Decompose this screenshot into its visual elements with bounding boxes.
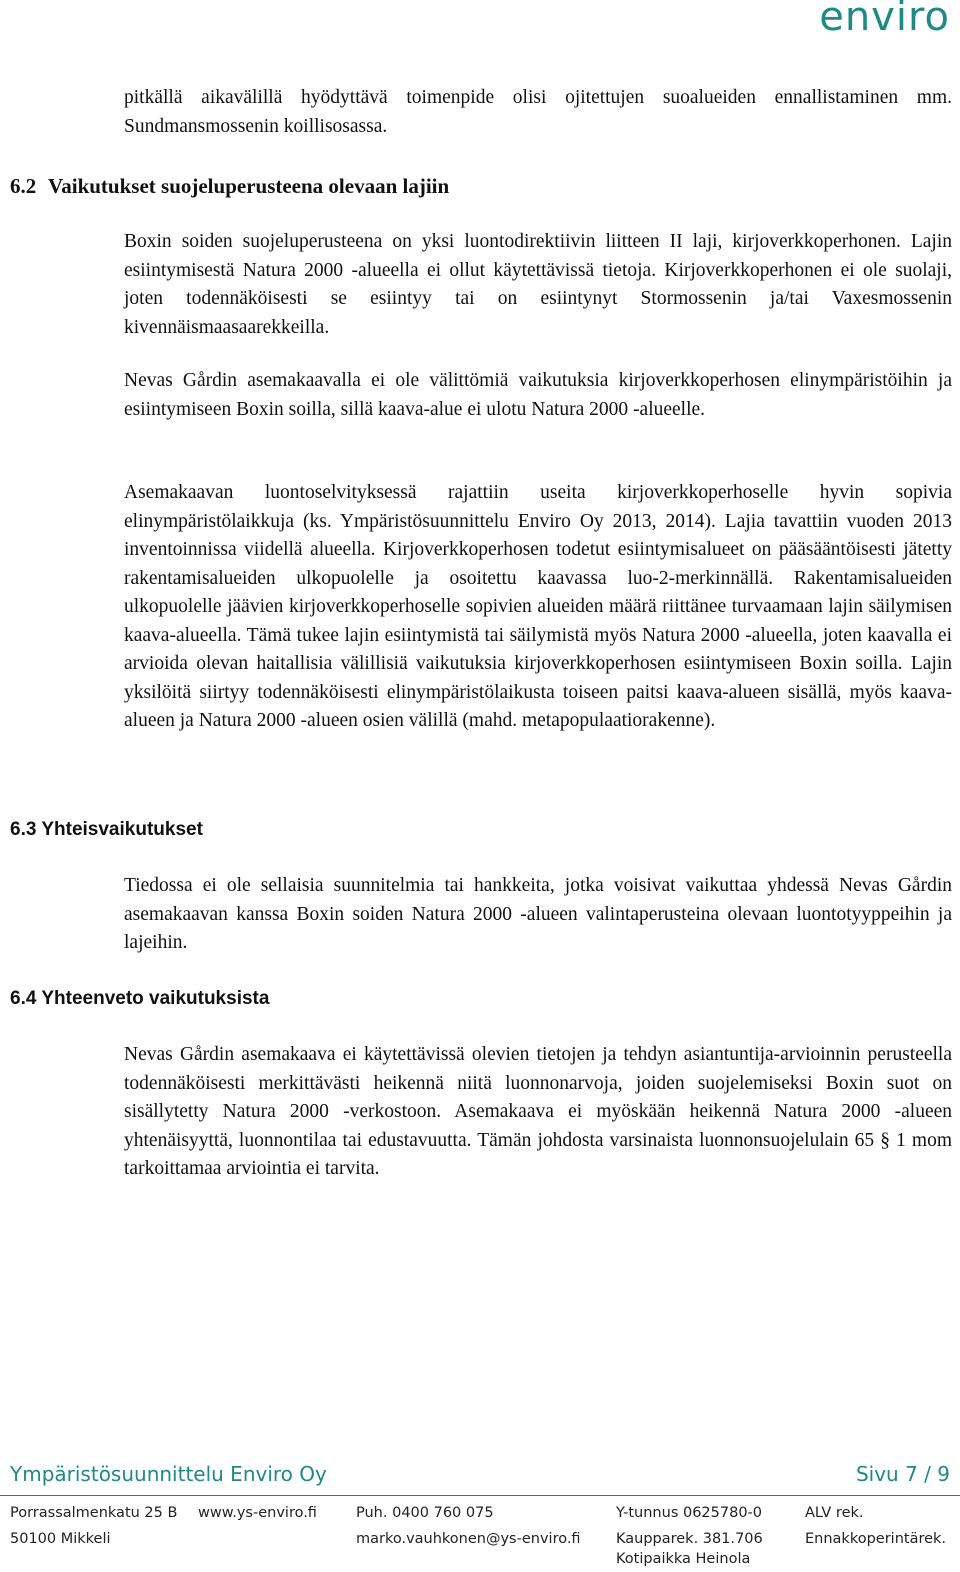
section-heading-6-3: 6.3 Yhteisvaikutukset bbox=[10, 819, 203, 840]
section-heading-6-2 bbox=[10, 172, 449, 200]
footer-ennakkoperinta: Ennakkoperintärek. bbox=[805, 1531, 947, 1547]
section-number: 6.2 bbox=[10, 174, 37, 198]
paragraph-yhteenveto: Nevas Gårdin asemakaava ei käytettävissä olevien tietojen ja tehdyn asiantuntija-arvioinnin perusteella todennäköisesti merkittävästi heikennä niitä luonnonarvoja, joiden suojelemiseksi Boxin suot on sisällytetty Natura 2000 -verkostoon. Asemakaava ei myöskään heikennä Natura 2000 -alueen yhtenäisyyttä, luonnontilaa tai edustavuutta. Tämän johdosta varsinaista luonnonsuojelulain 65 § 1 mom tarkoittamaa arviointia ei tarvita. bbox=[124, 1044, 952, 1179]
footer-kotipaikka: Kotipaikka Heinola bbox=[616, 1551, 751, 1567]
footer-kaupparekisteri: Kaupparek. 381.706 bbox=[616, 1531, 763, 1547]
footer-web-link[interactable]: www.ys-enviro.fi bbox=[198, 1505, 317, 1521]
section-heading-6-4: 6.4 Yhteenveto vaikutuksista bbox=[10, 988, 270, 1009]
paragraph-suojeluperuste: Boxin soiden suojeluperusteena on yksi luontodirektiivin liitteen II laji, kirjoverkkoperhonen. Lajin esiintymisestä Natura 2000 -alueella ei ollut käytettävissä tietoja. Kirjoverkkoperhonen ei ole suolaji, joten todennäköisesti se esiintyy tai on esiintynyt Stormossenin ja/tai Vaxesmossenin kivennäismaasaarekkeilla. bbox=[124, 231, 952, 338]
page-number: Sivu 7 / 9 bbox=[855, 1462, 950, 1486]
footer-ytunnus: Y-tunnus 0625780-0 bbox=[616, 1505, 763, 1521]
footer-divider bbox=[0, 1495, 960, 1496]
footer-address-1: Porrassalmenkatu 25 B bbox=[10, 1505, 178, 1521]
footer-company: Ympäristösuunnittelu Enviro Oy bbox=[10, 1462, 327, 1486]
paragraph-vaikutukset: Nevas Gårdin asemakaavalla ei ole välittömiä vaikutuksia kirjoverkkoperhosen elinympäristöihin ja esiintymiseen Boxin soilla, sillä kaava-alue ei ulotu Natura 2000 -alueelle. bbox=[124, 370, 952, 420]
section-title: Vaikutukset suojeluperusteena olevaan lajiin bbox=[48, 174, 450, 198]
paragraph-yhteisvaikutukset: Tiedossa ei ole sellaisia suunnitelmia tai hankkeita, jotka voisivat vaikuttaa yhdessä Nevas Gårdin asemakaavan kanssa Boxin soiden Natura 2000 -alueen valintaperusteina olevaan luontotyyppeihin ja lajeihin. bbox=[124, 875, 952, 953]
paragraph-luontoselvitys: Asemakaavan luontoselvityksessä rajattiin useita kirjoverkkoperhoselle hyvin sopivia elinympäristölaikkuja (ks. Ympäristösuunnittelu Enviro Oy 2013, 2014). Lajia tavattiin vuoden 2013 inventoinnissa viidellä alueella. Kirjoverkkoperhosen todetut esiintymisalueet on pääsääntöisesti jätetty rakentamisalueiden ulkopuolelle ja osoitettu kaavassa luo-2-merkinnällä. Rakentamisalueiden ulkopuolelle jäävien kirjoverkkoperhoselle sopivien alueiden määrä riittänee turvaamaan lajin säilymisen kaava-alueella. Tämä tukee lajin esiintymistä tai säilymistä myös Natura 2000 -alueella, joten kaavalla ei arvioida olevan haitallisia välillisiä vaikutuksia kirjoverkkoperhosen esiintymiseen Boxin soilla. Lajin yksilöitä siirtyy todennäköisesti elinympäristölaikusta toiseen paitsi kaava-alueen sisällä, myös kaava-alueen ja Natura 2000 -alueen osien välillä (mahd. metapopulaatiorakenne). bbox=[124, 482, 952, 731]
footer-address-2: 50100 Mikkeli bbox=[10, 1531, 111, 1547]
footer-alv: ALV rek. bbox=[805, 1505, 864, 1521]
paragraph-continued: pitkällä aikavälillä hyödyttävä toimenpide olisi ojitettujen suoalueiden ennallistaminen mm. Sundmansmossenin koillisosassa. bbox=[124, 87, 952, 137]
enviro-logo: enviro bbox=[819, 0, 950, 40]
footer-phone: Puh. 0400 760 075 bbox=[356, 1505, 494, 1521]
footer-email-link[interactable]: marko.vauhkonen@ys-enviro.fi bbox=[356, 1531, 581, 1547]
